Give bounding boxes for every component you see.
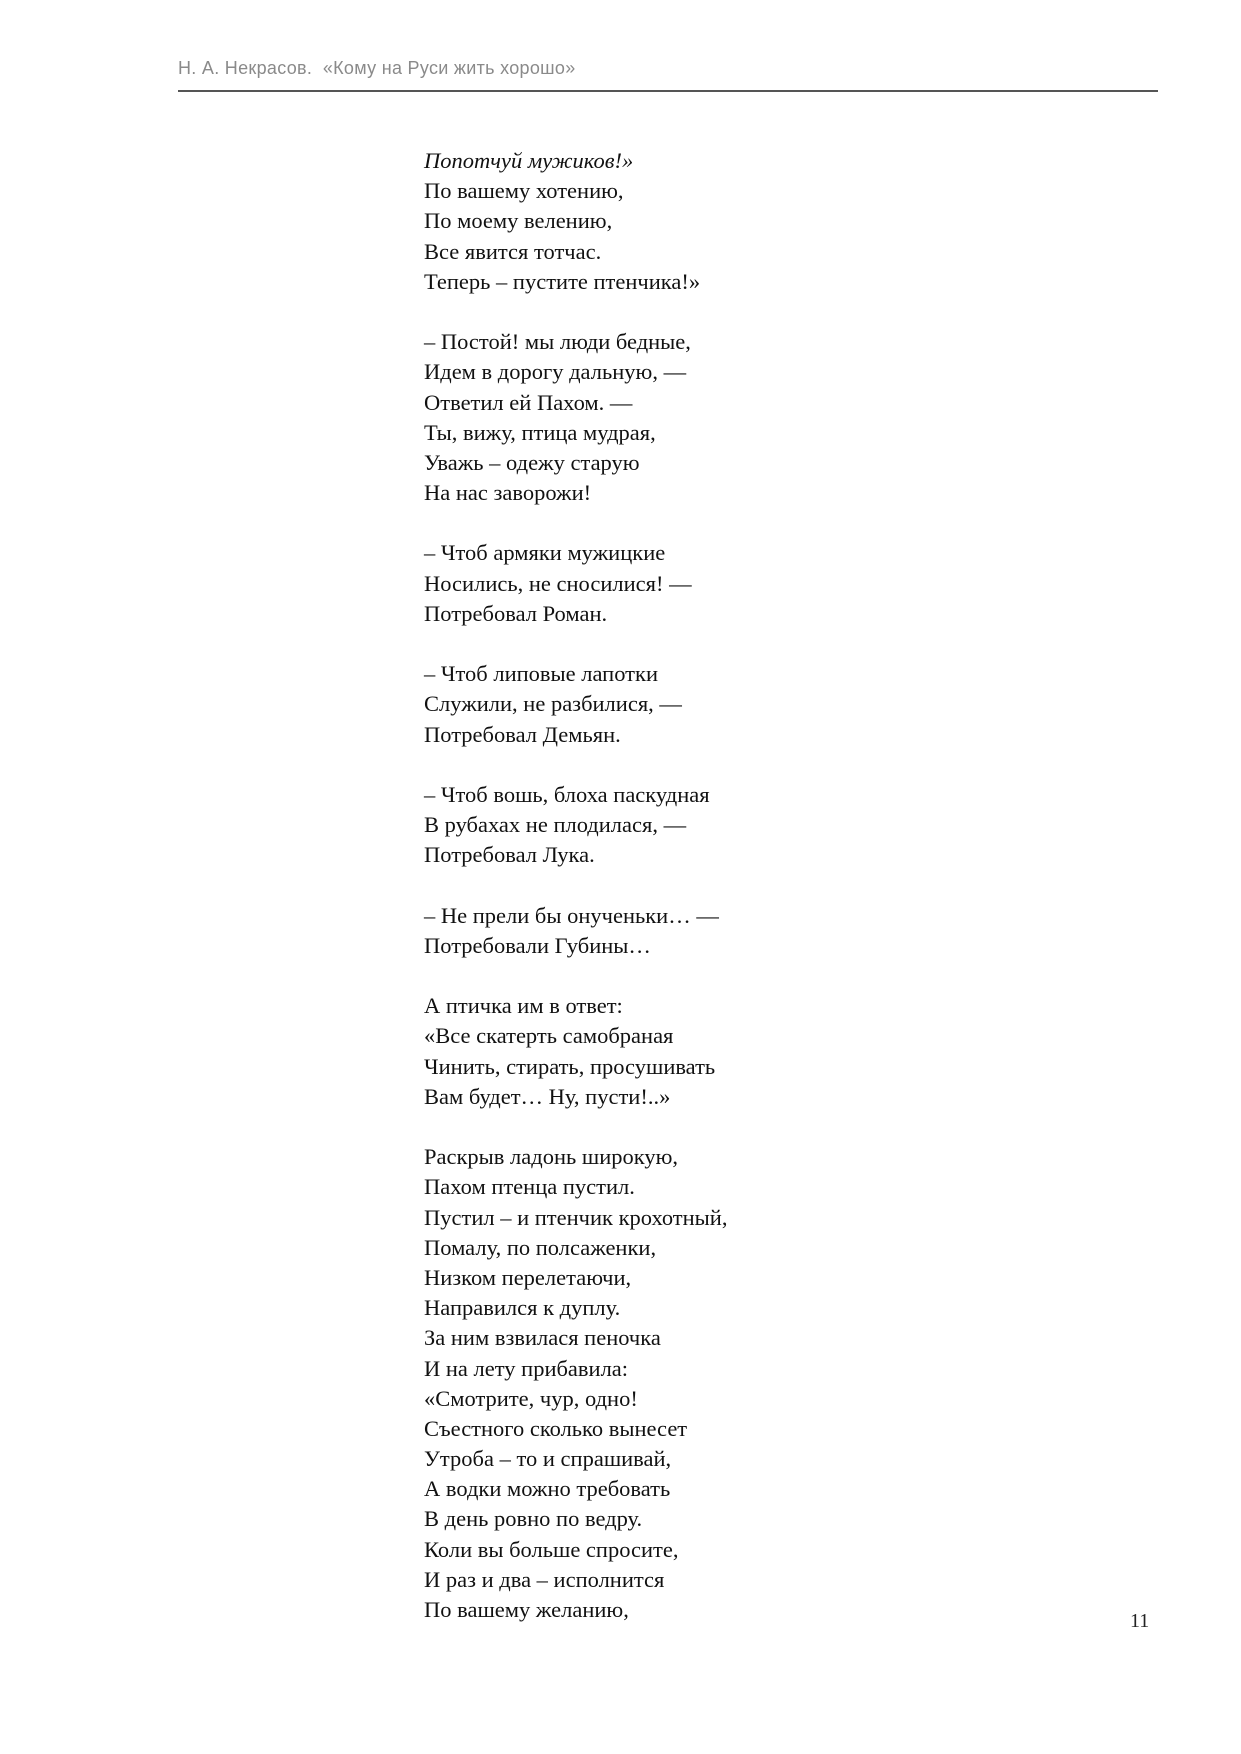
poem-line: По моему велению, <box>424 208 613 234</box>
poem-line: – Чтоб армяки мужицкие <box>424 540 666 566</box>
poem-line: – Не прели бы онученьки… — <box>424 902 719 928</box>
poem-line: И на лету прибавила: <box>424 1355 629 1381</box>
poem-line: Потребовал Лука. <box>424 842 595 868</box>
poem-line: Съестного сколько вынесет <box>424 1415 688 1441</box>
poem-line: По вашему желанию, <box>424 1597 629 1622</box>
poem-line: Пахом птенца пустил. <box>424 1174 635 1200</box>
poem-line: А водки можно требовать <box>424 1476 671 1502</box>
stanza-break <box>424 508 984 538</box>
poem-line: Пустил – и птенчик крохотный, <box>424 1204 728 1230</box>
poem-line: Низком перелетаючи, <box>424 1264 632 1290</box>
poem-line: – Чтоб липовые лапотки <box>424 661 658 687</box>
stanza-break <box>424 297 984 327</box>
poem-line: Раскрыв ладонь широкую, <box>424 1144 679 1170</box>
poem-line: Вам будет… Ну, пусти!..» <box>424 1083 671 1109</box>
page-number: 11 <box>1130 1610 1150 1632</box>
poem-line: Идем в дорогу дальную, — <box>424 359 687 385</box>
poem-line: Потребовали Губины… <box>424 932 651 958</box>
poem-line: Уважь – одежу старую <box>424 449 640 475</box>
poem-line: Утроба – то и спрашивай, <box>424 1446 672 1472</box>
poem-line: «Смотрите, чур, одно! <box>424 1385 638 1411</box>
poem-line: Ты, вижу, птица мудрая, <box>424 419 656 445</box>
poem-line: А птичка им в ответ: <box>424 993 623 1019</box>
poem-line: Потребовал Демьян. <box>424 721 621 747</box>
stanza-break <box>424 750 984 780</box>
poem-line: В день ровно по ведру. <box>424 1506 643 1532</box>
poem-line: В рубахах не плодилася, — <box>424 812 687 838</box>
stanza-break <box>424 1112 984 1142</box>
poem-line: Коли вы больше спросите, <box>424 1536 679 1562</box>
poem-line: Ответил ей Пахом. — <box>424 389 633 415</box>
poem-line: Служили, не разбилися, — <box>424 691 682 717</box>
stanza-break <box>424 629 984 659</box>
poem-text <box>424 146 984 1625</box>
poem-line: – Постой! мы люди бедные, <box>424 329 691 355</box>
running-header <box>178 56 1158 92</box>
poem-line: Направился к дуплу. <box>424 1295 621 1321</box>
poem-line: Попотчуй мужиков!» <box>424 148 634 173</box>
stanza-break <box>424 961 984 991</box>
poem-line: «Все скатерть самобраная <box>424 1023 674 1049</box>
poem-line: Чинить, стирать, просушивать <box>424 1053 716 1079</box>
poem-line: Помалу, по полсаженки, <box>424 1234 657 1260</box>
poem-line: – Чтоб вошь, блоха паскудная <box>424 781 710 807</box>
poem-line: Теперь – пустите птенчика!» <box>424 268 701 294</box>
poem-line: Носились, не сносилися! — <box>424 570 692 596</box>
header-author: Н. А. Некрасов. <box>178 58 313 78</box>
stanza-break <box>424 871 984 901</box>
header-title: «Кому на Руси жить хорошо» <box>322 58 576 78</box>
poem-line: За ним взвилася пеночка <box>424 1325 661 1351</box>
poem-line: Все явится тотчас. <box>424 238 602 264</box>
poem-line: По вашему хотению, <box>424 178 624 204</box>
poem-line: И раз и два – исполнится <box>424 1566 665 1592</box>
poem-line: Потребовал Роман. <box>424 600 608 626</box>
poem-line: На нас заворожи! <box>424 480 592 506</box>
